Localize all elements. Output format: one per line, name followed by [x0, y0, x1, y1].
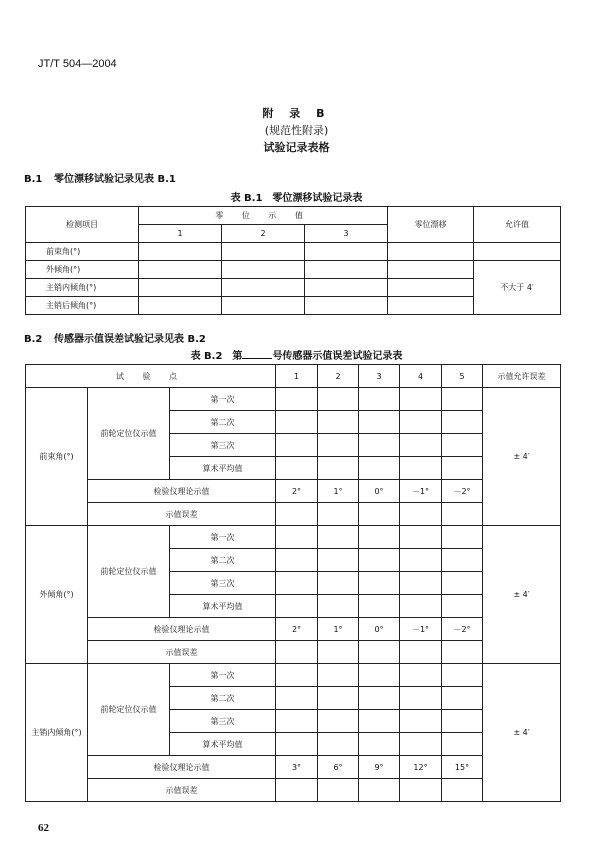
table-cell [474, 243, 561, 261]
reading-row-label: 第三次 [170, 434, 276, 457]
header-col-3: 3 [305, 225, 388, 243]
table-row [26, 779, 561, 802]
table-cell [359, 687, 400, 710]
table-row [26, 526, 561, 549]
row-label: 外倾角(°) [26, 261, 139, 279]
table-cell [359, 526, 400, 549]
theory-value: 9° [359, 756, 400, 779]
table-cell [442, 733, 483, 756]
table-cell [318, 434, 359, 457]
reading-row-label: 算术平均值 [170, 457, 276, 480]
device-reading-label: 前轮定位仪示值 [88, 664, 170, 756]
table-cell [359, 411, 400, 434]
theory-value-label: 检验仪理论示值 [88, 480, 276, 503]
table-cell [359, 434, 400, 457]
table-b2-caption-prefix: 表 B.2 第 [190, 351, 243, 362]
theory-value: －2° [442, 618, 483, 641]
table-cell [276, 549, 318, 572]
section-b1-number: B.1 [24, 174, 43, 185]
reading-row-label: 第一次 [170, 388, 276, 411]
table-cell [318, 526, 359, 549]
table-cell [388, 243, 474, 261]
table-cell [276, 641, 318, 664]
table-cell [359, 388, 400, 411]
theory-value: 1° [318, 618, 359, 641]
table-cell [222, 243, 305, 261]
header-col-1: 1 [276, 365, 318, 388]
device-reading-label: 前轮定位仪示值 [88, 526, 170, 618]
table-cell [318, 664, 359, 687]
table-cell [388, 297, 474, 315]
standard-code: JT/T 504—2004 [38, 58, 117, 70]
allowed-value: 不大于 4′ [474, 261, 561, 315]
table-cell [400, 664, 442, 687]
section-b1-text: 零位漂移试验记录见表 B.1 [54, 174, 176, 185]
theory-value: 2° [276, 480, 318, 503]
allowed-error-value: ± 4′ [483, 388, 561, 526]
theory-value: －1° [400, 480, 442, 503]
table-row [26, 641, 561, 664]
table-row [26, 388, 561, 411]
theory-value: 12° [400, 756, 442, 779]
row-label: 主销内倾角(°) [26, 279, 139, 297]
table-cell [359, 664, 400, 687]
theory-value: 15° [442, 756, 483, 779]
table-cell [442, 664, 483, 687]
table-cell [442, 710, 483, 733]
table-cell [359, 733, 400, 756]
reading-row-label: 第三次 [170, 572, 276, 595]
table-cell [276, 526, 318, 549]
table-cell [359, 572, 400, 595]
theory-value: 3° [276, 756, 318, 779]
theory-value: 6° [318, 756, 359, 779]
table-cell [318, 641, 359, 664]
table-cell [442, 526, 483, 549]
table-cell [305, 243, 388, 261]
table-cell [139, 297, 222, 315]
table-cell [442, 411, 483, 434]
allowed-error-value: ± 4′ [483, 526, 561, 664]
table-cell [400, 388, 442, 411]
header-test-point: 试 验 点 [26, 365, 276, 388]
table-cell [400, 641, 442, 664]
table-cell [276, 411, 318, 434]
table-cell [139, 243, 222, 261]
row-label: 主销后倾角(°) [26, 297, 139, 315]
table-cell [276, 388, 318, 411]
reading-row-label: 第二次 [170, 549, 276, 572]
reading-row-label: 第二次 [170, 687, 276, 710]
table-cell [276, 572, 318, 595]
table-cell [276, 779, 318, 802]
appendix-title: 附 录 B [262, 107, 331, 120]
table-cell [388, 261, 474, 279]
header-col-2: 2 [222, 225, 305, 243]
reading-row-label: 第一次 [170, 526, 276, 549]
header-col-1: 1 [139, 225, 222, 243]
table-cell [359, 641, 400, 664]
table-cell [222, 279, 305, 297]
table-cell [400, 411, 442, 434]
table-cell [305, 261, 388, 279]
table-cell [276, 664, 318, 687]
table-cell [318, 733, 359, 756]
reading-row-label: 第三次 [170, 710, 276, 733]
theory-value: 0° [359, 480, 400, 503]
table-cell [318, 779, 359, 802]
table-b1 [25, 206, 561, 315]
header-allowed-error: 示值允许误差 [483, 365, 561, 388]
table-cell [359, 779, 400, 802]
sensor-number-blank [242, 349, 272, 359]
table-cell [359, 595, 400, 618]
table-b2 [25, 364, 561, 802]
theory-value: 0° [359, 618, 400, 641]
appendix-subtitle: (规范性附录) [264, 124, 329, 137]
table-cell [276, 503, 318, 526]
header-zero-value: 零 位 示 值 [139, 207, 388, 225]
table-cell [276, 733, 318, 756]
table-cell [442, 549, 483, 572]
table-cell [222, 297, 305, 315]
table-cell [400, 733, 442, 756]
table-cell [400, 549, 442, 572]
theory-value: －1° [400, 618, 442, 641]
table-b2-caption-suffix: 号传感器示值误差试验记录表 [272, 351, 403, 362]
header-allowed: 允许值 [474, 207, 561, 243]
group-label: 前束角(°) [26, 388, 88, 526]
table-cell [442, 388, 483, 411]
reading-row-label: 第二次 [170, 411, 276, 434]
table-cell [359, 457, 400, 480]
table-cell [318, 595, 359, 618]
table-cell [400, 503, 442, 526]
header-item: 检测项目 [26, 207, 139, 243]
table-cell [276, 434, 318, 457]
theory-value-label: 检验仪理论示值 [88, 756, 276, 779]
header-col-2: 2 [318, 365, 359, 388]
row-label: 前束角(°) [26, 243, 139, 261]
page-number: 62 [38, 822, 49, 834]
group-label: 主销内倾角(°) [26, 664, 88, 802]
table-cell [442, 687, 483, 710]
table-cell [318, 549, 359, 572]
table-cell [139, 261, 222, 279]
table-cell [442, 595, 483, 618]
table-cell [305, 279, 388, 297]
table-cell [276, 457, 318, 480]
table-cell [359, 549, 400, 572]
group-label: 外倾角(°) [26, 526, 88, 664]
error-label: 示值误差 [88, 779, 276, 802]
error-label: 示值误差 [88, 503, 276, 526]
header-col-4: 4 [400, 365, 442, 388]
table-cell [388, 279, 474, 297]
theory-value: 2° [276, 618, 318, 641]
section-b1-heading [24, 170, 176, 185]
table-cell [442, 641, 483, 664]
table-cell [318, 457, 359, 480]
table-b2-caption [0, 347, 593, 362]
appendix-name: 试验记录表格 [263, 141, 330, 154]
table-cell [305, 297, 388, 315]
table-cell [442, 779, 483, 802]
reading-row-label: 算术平均值 [170, 733, 276, 756]
table-cell [442, 457, 483, 480]
table-cell [442, 503, 483, 526]
table-cell [318, 411, 359, 434]
reading-row-label: 算术平均值 [170, 595, 276, 618]
table-cell [276, 710, 318, 733]
table-cell [400, 595, 442, 618]
table-cell [276, 595, 318, 618]
table-cell [222, 261, 305, 279]
table-cell [276, 687, 318, 710]
table-cell [400, 572, 442, 595]
reading-row-label: 第一次 [170, 664, 276, 687]
table-row [26, 756, 561, 779]
error-label: 示值误差 [88, 641, 276, 664]
table-cell [400, 710, 442, 733]
section-b2-heading [24, 330, 206, 345]
table-row [26, 664, 561, 687]
table-cell [359, 503, 400, 526]
table-cell [318, 388, 359, 411]
table-cell [400, 687, 442, 710]
theory-value: 1° [318, 480, 359, 503]
header-col-3: 3 [359, 365, 400, 388]
table-cell [400, 779, 442, 802]
table-row [26, 618, 561, 641]
table-cell [400, 457, 442, 480]
table-cell [359, 710, 400, 733]
table-cell [318, 503, 359, 526]
table-cell [139, 279, 222, 297]
table-cell [442, 434, 483, 457]
section-b2-number: B.2 [24, 334, 43, 345]
table-cell [318, 710, 359, 733]
table-cell [442, 572, 483, 595]
table-row [26, 503, 561, 526]
header-drift: 零位漂移 [388, 207, 474, 243]
table-cell [400, 526, 442, 549]
theory-value: －2° [442, 480, 483, 503]
theory-value-label: 检验仪理论示值 [88, 618, 276, 641]
table-b1-caption: 表 B.1 零位漂移试验记录表 [230, 193, 363, 204]
device-reading-label: 前轮定位仪示值 [88, 388, 170, 480]
section-b2-text: 传感器示值误差试验记录见表 B.2 [54, 334, 206, 345]
table-cell [318, 687, 359, 710]
table-cell [318, 572, 359, 595]
table-cell [400, 434, 442, 457]
header-col-5: 5 [442, 365, 483, 388]
allowed-error-value: ± 4′ [483, 664, 561, 802]
table-header-row [26, 365, 561, 388]
table-row [26, 480, 561, 503]
